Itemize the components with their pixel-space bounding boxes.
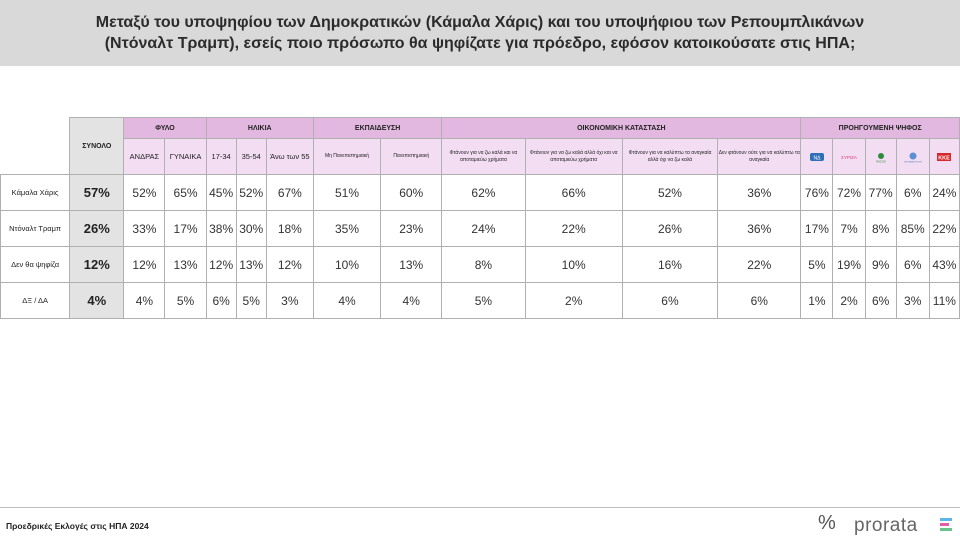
value-cell: 62% [442,175,525,211]
value-cell: 6% [865,283,896,319]
value-cell: 9% [865,247,896,283]
value-cell: 4% [381,283,442,319]
value-cell: 8% [865,211,896,247]
data-rows [1,175,960,319]
col-header: Φτάνουν για να καλύπτω τα αναγκαία αλλά όχι να ζω καλά [622,139,717,175]
total-cell: 57% [70,175,124,211]
title-line-2: (Ντόναλτ Τραμπ), εσείς ποιο πρόσωπο θα ψηφίζατε για πρόεδρο, εφόσον κατοικούσατε στις ΗΠΑ; [104,35,856,52]
results-table [0,117,960,319]
sub-header-row [1,139,960,175]
col-header: Μη Πανεπιστημιακή [313,139,380,175]
value-cell: 3% [266,283,313,319]
kke-logo-icon [929,139,959,175]
title-band [0,0,960,66]
percent-icon: % [818,512,836,534]
table-row [1,211,960,247]
footer-caption: Προεδρικές Εκλογές στις ΗΠΑ 2024 [6,521,149,531]
value-cell: 72% [833,175,865,211]
col-header: Φτάνουν για να ζω καλά αλλά όχι και να αποταμιεύω χρήματα [525,139,622,175]
pasok-logo-icon [865,139,896,175]
total-cell: 12% [70,247,124,283]
value-cell: 17% [801,211,833,247]
value-cell: 4% [313,283,380,319]
value-cell: 76% [801,175,833,211]
value-cell: 19% [833,247,865,283]
table-row [1,247,960,283]
value-cell: 30% [236,211,266,247]
value-cell: 6% [206,283,236,319]
value-cell: 4% [124,283,165,319]
value-cell: 13% [381,247,442,283]
value-cell: 36% [718,211,801,247]
value-cell: 10% [313,247,380,283]
value-cell: 77% [865,175,896,211]
value-cell: 35% [313,211,380,247]
value-cell: 18% [266,211,313,247]
value-cell: 22% [718,247,801,283]
svg-text:ΠΑΣΟΚ: ΠΑΣΟΚ [875,159,886,163]
title-line-1: Μεταξύ του υποψηφίου των Δημοκρατικών (Κάμαλα Χάρις) και του υποψήφιου των Ρεπουμπλικάνων [95,14,865,31]
value-cell: 24% [442,211,525,247]
table-row [1,283,960,319]
value-cell: 17% [165,211,206,247]
value-cell: 16% [622,247,717,283]
corner-cell-2 [1,139,70,175]
value-cell: 52% [124,175,165,211]
value-cell: 6% [896,175,929,211]
value-cell: 10% [525,247,622,283]
value-cell: 11% [929,283,959,319]
svg-text:ΣΥΡΙΖΑ: ΣΥΡΙΖΑ [841,154,857,160]
value-cell: 65% [165,175,206,211]
value-cell: 52% [622,175,717,211]
col-header: Δεν φτάνουν ούτε για να καλύπτω τα αναγκαία [718,139,801,175]
total-header: ΣΥΝΟΛΟ [70,118,124,175]
value-cell: 24% [929,175,959,211]
row-label: ΔΞ / ΔΑ [1,283,70,319]
value-cell: 52% [236,175,266,211]
syriza-logo-icon [833,139,865,175]
value-cell: 23% [381,211,442,247]
value-cell: 43% [929,247,959,283]
value-cell: 51% [313,175,380,211]
value-cell: 22% [525,211,622,247]
value-cell: 13% [165,247,206,283]
group-education: ΕΚΠΑΙΔΕΥΣΗ [313,118,441,139]
group-age: ΗΛΙΚΙΑ [206,118,313,139]
value-cell: 33% [124,211,165,247]
value-cell: 6% [622,283,717,319]
value-cell: 1% [801,283,833,319]
value-cell: 12% [206,247,236,283]
group-financial: ΟΙΚΟΝΟΜΙΚΗ ΚΑΤΑΣΤΑΣΗ [442,118,801,139]
value-cell: 85% [896,211,929,247]
value-cell: 2% [833,283,865,319]
total-cell: 26% [70,211,124,247]
value-cell: 45% [206,175,236,211]
value-cell: 6% [896,247,929,283]
value-cell: 13% [236,247,266,283]
group-previous-vote: ΠΡΟΗΓΟΥΜΕΝΗ ΨΗΦΟΣ [801,118,960,139]
group-header-row [1,118,960,139]
value-cell: 5% [442,283,525,319]
value-cell: 36% [718,175,801,211]
value-cell: 8% [442,247,525,283]
value-cell: 12% [266,247,313,283]
row-label: Κάμαλα Χάρις [1,175,70,211]
svg-text:ΚΚΕ: ΚΚΕ [938,155,951,161]
row-label: Ντόναλτ Τραμπ [1,211,70,247]
table-row [1,175,960,211]
value-cell: 60% [381,175,442,211]
value-cell: 22% [929,211,959,247]
prorata-logo [818,510,960,540]
value-cell: 12% [124,247,165,283]
corner-cell [1,118,70,139]
value-cell: 66% [525,175,622,211]
value-cell: 5% [236,283,266,319]
value-cell: 3% [896,283,929,319]
value-cell: 2% [525,283,622,319]
brand-name: prorata [854,515,918,536]
value-cell: 5% [801,247,833,283]
col-header: Πανεπιστημιακή [381,139,442,175]
col-header: 35-54 [236,139,266,175]
value-cell: 6% [718,283,801,319]
col-header: Άνω των 55 [266,139,313,175]
col-header: 17-34 [206,139,236,175]
svg-text:ΕΛΛΗΝΙΚΗ ΛΥΣΗ: ΕΛΛΗΝΙΚΗ ΛΥΣΗ [904,161,922,163]
col-header: Φτάνουν για να ζω καλά και να αποταμιεύω χρήματα [442,139,525,175]
value-cell: 7% [833,211,865,247]
footer-divider [0,507,960,508]
value-cell: 67% [266,175,313,211]
brand-bars-icon [940,518,952,534]
value-cell: 38% [206,211,236,247]
value-cell: 26% [622,211,717,247]
col-header: ΓΥΝΑΙΚΑ [165,139,206,175]
elliniki-lysi-logo-icon [896,139,929,175]
row-label: Δεν θα ψηφίζα [1,247,70,283]
total-cell: 4% [70,283,124,319]
group-gender: ΦΥΛΟ [124,118,206,139]
svg-text:ΝΔ: ΝΔ [813,155,821,161]
nd-logo-icon [801,139,833,175]
value-cell: 5% [165,283,206,319]
col-header: ΑΝΔΡΑΣ [124,139,165,175]
